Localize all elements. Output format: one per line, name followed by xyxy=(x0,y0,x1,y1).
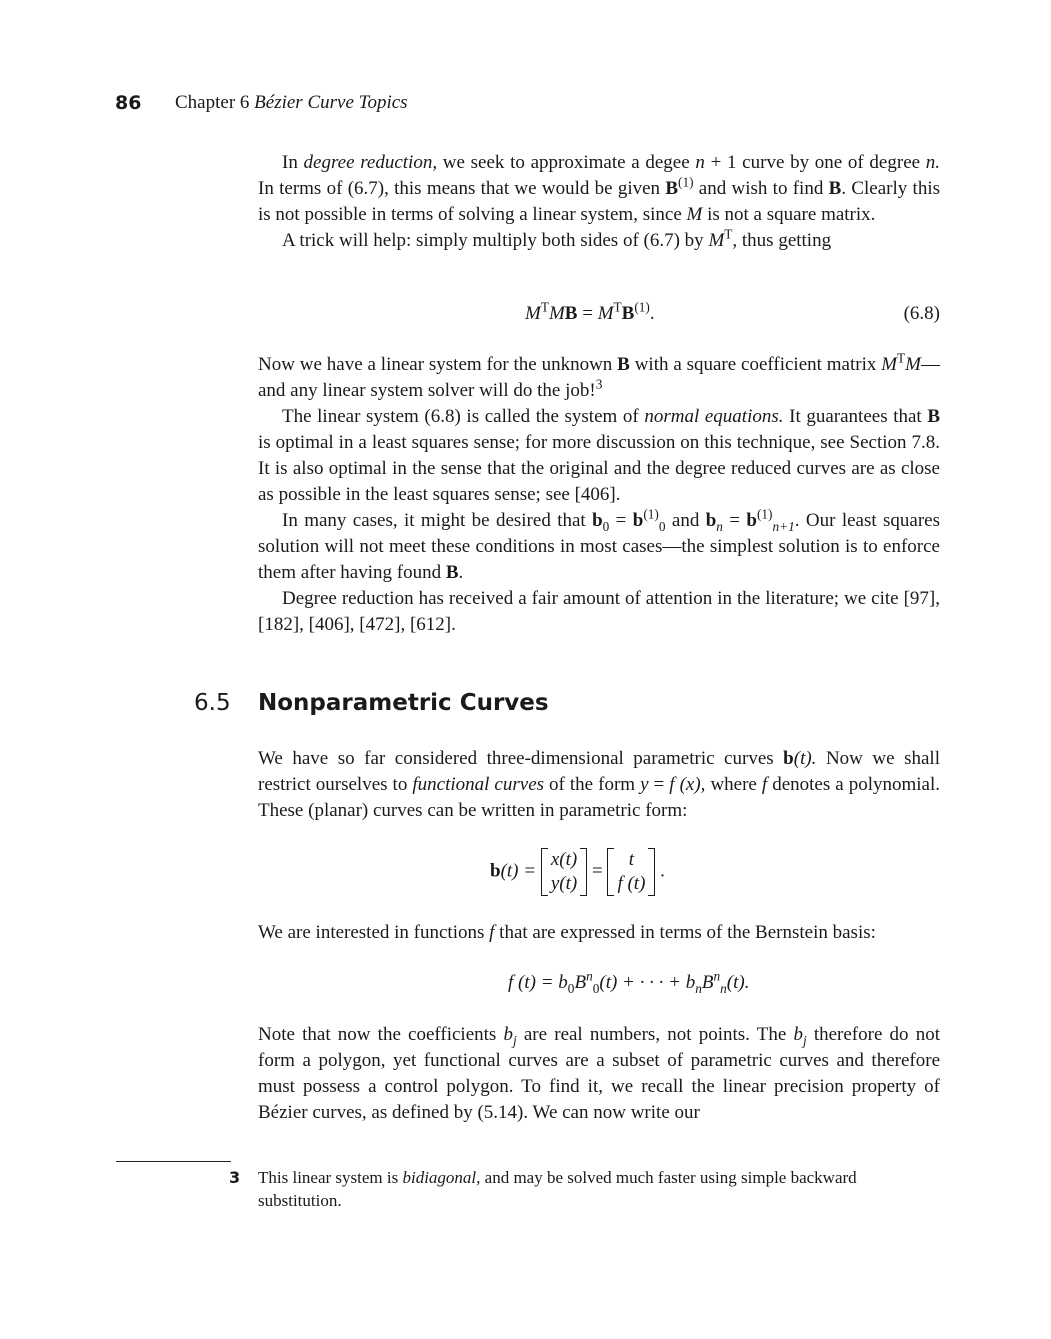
equation-6-8: $M^TMB = M^TB^{(1)}$. xyxy=(525,299,655,324)
chapter-label: Chapter 6 xyxy=(175,92,250,113)
footnote-number: 3 xyxy=(229,1168,241,1187)
paragraph-functional-curves: We have so far considered three-dimensional parametric curves b(t). Now we shall restrict ourselves to functional curves of the form y = f (x), where f denotes a polynomial. These (planar) curves can be written in parametric form: xyxy=(258,748,941,821)
paragraph-trick: A trick will help: simply multiply both sides of (6.7) by $M^T$, thus getting xyxy=(282,226,832,251)
running-header xyxy=(175,92,408,114)
section-number: 6.5 xyxy=(194,690,231,716)
text-block-3 xyxy=(258,746,940,824)
chapter-title: Bézier Curve Topics xyxy=(254,92,408,113)
equation-bernstein: f $(t) = b_0B^n_0(t)$ + · · · + $b_nB^n_n(t)$. xyxy=(508,968,750,996)
page-number: 86 xyxy=(115,92,142,114)
equation-number-6-8: (6.8) xyxy=(903,303,940,324)
text-block-5 xyxy=(258,1022,940,1126)
text-block-4 xyxy=(258,920,940,946)
footnote-rule xyxy=(116,1161,231,1162)
paragraph-normal-equations: The linear system (6.8) is called the system of normal equations. It guarantees that B is optimal in a least squares sense; for more discussion on this technique, see Section 7.8. It is also optimal in the sense that the original and the degree reduced curves are as close as possible in the least squares sense; see [406]. xyxy=(258,406,940,505)
paragraph-bernstein: We are interested in functions f that are expressed in terms of the Bernstein basis: xyxy=(258,922,876,943)
paragraph-literature: Degree reduction has received a fair amount of attention in the literature; we cite [97], [182], [406], [472], [612]. xyxy=(258,588,940,635)
matrix-tf: t f (t) xyxy=(607,848,655,896)
paragraph-coefficients: Note that now the coefficients $b_j$ are real numbers, not points. The $b_j$ therefore do not form a polygon, yet functional curves are a subset of parametric curves and therefore must possess a control polygon. To find it, we recall the linear precision property of Bézier curves, as defined by (5.14). We can now write our xyxy=(258,1024,940,1123)
matrix-xy: x(t) y(t) xyxy=(541,848,587,896)
paragraph-linear-system: Now we have a linear system for the unknown B with a square coefficient matrix $M^TM—and$ any linear system solver will do the job!$^3$ xyxy=(258,350,940,401)
section-title: Nonparametric Curves xyxy=(258,690,549,716)
equation-parametric-form: b(t) = x(t) y(t) = t f (t) . xyxy=(490,849,665,894)
footnote-text: This linear system is bidiagonal, and may be solved much faster using simple backward substitution. xyxy=(258,1168,857,1210)
footnote-marker[interactable]: 3 xyxy=(595,376,603,392)
text-block-2 xyxy=(258,352,940,638)
text-block-1 xyxy=(258,150,940,254)
paragraph-endpoint-conditions: In many cases, it might be desired that $b_0 = b^{(1)}_0$ and $b_n = b^{(1)}_{n+1}$. Our least squares solution will not meet these conditions in most cases—the simplest solution is to enforce them after having found B. xyxy=(258,506,941,583)
paragraph-degree-reduction: In degree reduction, we seek to approximate a degee n + 1 curve by one of degree n. In terms of (6.7), this means that we would be given $B^{(1)}$ and wish to find B. Clearly this is not possible in terms of solving a linear system, since M is not a square matrix. xyxy=(258,152,941,225)
